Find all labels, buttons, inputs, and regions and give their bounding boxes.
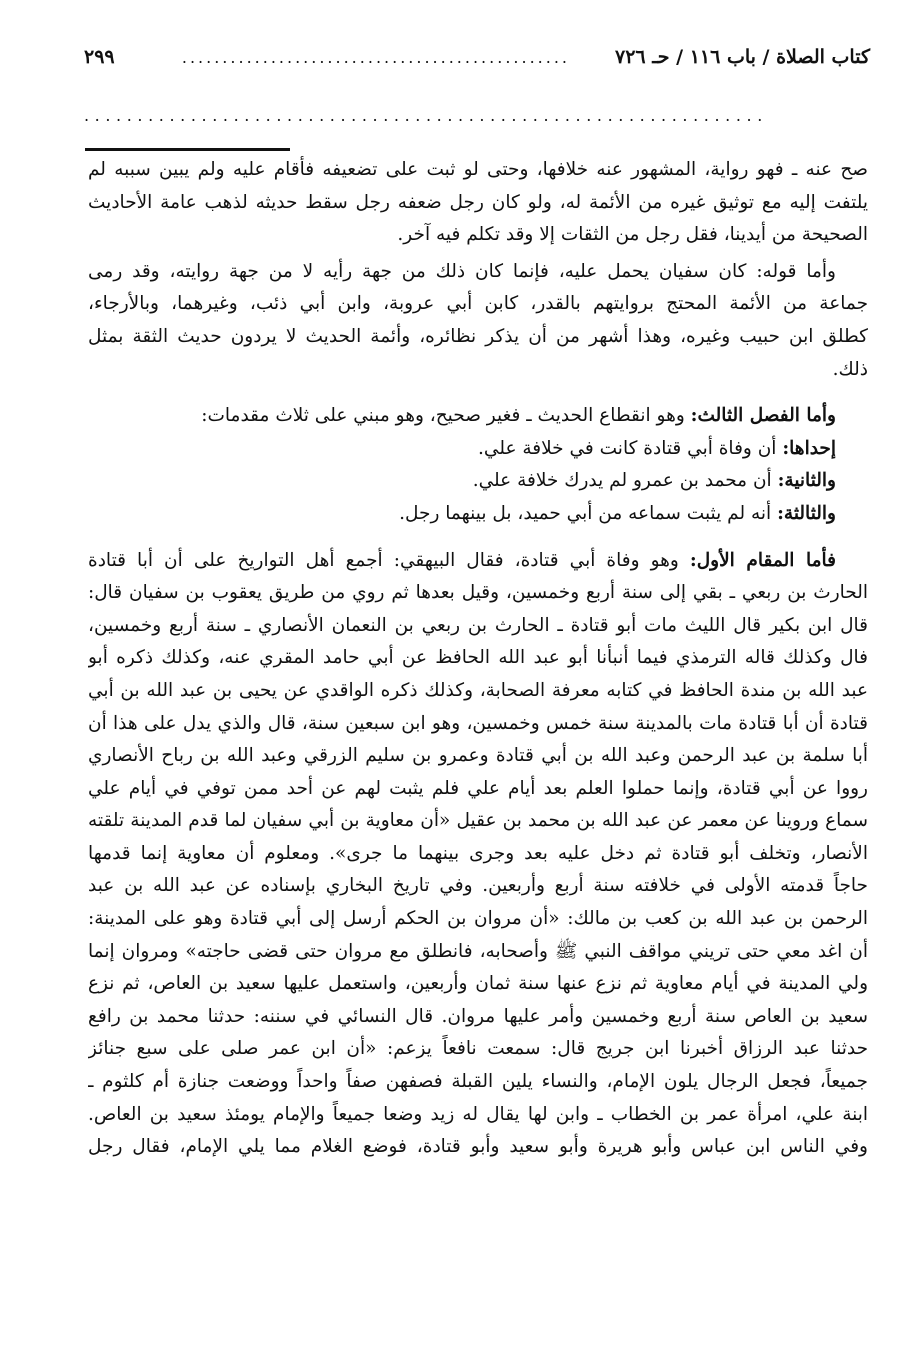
- section-rule: [85, 148, 290, 151]
- text-line: [88, 740, 868, 773]
- line-text: عبد الله بن مندة الحافظ في كتابه معرفة الصحابة، وكذلك ذكره الواقدي عن يحيى بن عبد الله بن أبي: [88, 679, 868, 701]
- text-line: [88, 187, 868, 220]
- body-text: [88, 154, 868, 1168]
- text-line: [88, 1033, 868, 1066]
- text-line: [88, 675, 868, 708]
- leader-dots: ................................................: [181, 48, 570, 67]
- text-line: [88, 354, 868, 387]
- text-line: [88, 642, 868, 675]
- dots-separator: ................................................................: [84, 106, 768, 125]
- text-line: [88, 433, 868, 466]
- text-line: [88, 465, 868, 498]
- text-line: [88, 838, 868, 871]
- text-line: [88, 1099, 868, 1132]
- line-text: أن وفاة أبي قتادة كانت في خلافة علي.: [478, 437, 783, 459]
- line-text: سماع وروينا عن معمر عن عبد الله بن محمد بن عقيل «أن معاوية بن أبي سفيان لما قدم المدينة تلقته: [88, 810, 868, 832]
- line-text: أن محمد بن عمرو لم يدرك خلافة علي.: [472, 470, 778, 492]
- line-text: ابنة علي، امرأة عمر بن الخطاب ـ وابن لها يقال له زيد وضعا جميعاً والإمام يومئذ سعيد بن العاص.: [88, 1103, 868, 1125]
- line-text: وهو وفاة أبي قتادة، فقال البيهقي: أجمع أهل التواريخ على أن أبا قتادة: [88, 549, 690, 571]
- text-line: [88, 708, 868, 741]
- paragraph: [88, 400, 868, 530]
- line-text: كطلق ابن حبيب وغيره، وهذا أشهر من أن يذكر نظائره، وأئمة الحديث لا يردون حديث الثقة بمثل: [88, 325, 868, 347]
- paragraph: [88, 256, 868, 386]
- line-text: يلتفت إليه مع توثيق غيره من الأئمة له، ولو كان رجل ضعفه رجل سقط حديثه لذهب عامة الأحاديث: [88, 191, 868, 213]
- text-line: [88, 610, 868, 643]
- running-title: كتاب الصلاة / باب ١١٦ / حـ ٧٢٦: [614, 46, 870, 68]
- text-line: [88, 1066, 868, 1099]
- paragraph: [88, 545, 868, 1164]
- text-line: [88, 498, 868, 531]
- running-header: [84, 46, 870, 76]
- line-text: جماعة من الأئمة المحتج بروايتهم بالقدر، كابن أبي عروبة، وابن أبي ذئب، وغيرهما، وبالأرجاء،: [88, 293, 868, 315]
- text-line: [88, 577, 868, 610]
- text-line: [88, 903, 868, 936]
- line-text: سعيد بن العاص سنة أربع وخمسين وأمر عليها مروان. قال النسائي في سننه: حدثنا محمد بن رافع: [88, 1005, 868, 1027]
- line-text: أنه لم يثبت سماعه من أبي حميد، بل بينهما رجل.: [399, 502, 778, 524]
- text-line: [88, 870, 868, 903]
- text-line: [88, 256, 868, 289]
- text-line: [88, 288, 868, 321]
- line-text: رووا عن أبي قتادة، وإنما حملوا العلم بعد أيام علي فلم يثبت لهم عن أحد ممن توفي في أيام علي: [88, 777, 868, 799]
- text-line: [88, 936, 868, 969]
- text-line: [88, 773, 868, 806]
- paragraph: [88, 154, 868, 252]
- text-line: [88, 968, 868, 1001]
- line-text: حدثنا عبد الرزاق أخبرنا ابن جريج قال: سمعت نافعاً يزعم: «أن ابن عمر صلى على سبع جنائز: [88, 1038, 868, 1060]
- line-text: الأنصار، وتخلف أبو قتادة ثم دخل عليه بعد وجرى بينهما ما جرى». ومعلوم أن معاوية إنما قدمها: [88, 842, 868, 864]
- line-text: حاجاً قدمته الأولى في خلافته سنة أربع وأربعين. وفي تاريخ البخاري بإسناده عن عبد الله بن عبد: [88, 875, 868, 897]
- line-text: الصحيحة من أيدينا، فقل رجل من الثقات إلا وقد تكلم فيه آخر.: [397, 224, 868, 246]
- bold-heading: والثانية:: [777, 470, 836, 492]
- line-text: وفي الناس ابن عباس وأبو هريرة وأبو سعيد وأبو قتادة، فوضع الغلام مما يلي الإمام، فقال رجل: [88, 1136, 868, 1158]
- text-line: [88, 805, 868, 838]
- text-line: [88, 1131, 868, 1164]
- text-line: [88, 1001, 868, 1034]
- line-text: ولي المدينة في أيام معاوية ثم نزع عنها سنة ثمان وأربعين، واستعمل عليها سعيد بن العاص، ثم نزع: [88, 973, 868, 995]
- text-line: [88, 321, 868, 354]
- line-text: ذلك.: [832, 358, 868, 380]
- line-text: صح عنه ـ فهو رواية، المشهور عنه خلافها، وحتى لو ثبت على تضعيفه فأقام عليه ولم يبين سببه لم: [88, 159, 868, 180]
- line-text: وهو انقطاع الحديث ـ فغير صحيح، وهو مبني على ثلاث مقدمات:: [201, 405, 691, 427]
- line-text: جميعاً، فجعل الرجال يلون الإمام، والنساء يلين القبلة فصفهن صفاً واحداً ووضعت جنازة أم كلثوم ـ: [88, 1071, 868, 1093]
- line-text: قال ابن بكير قال الليث مات أبو قتادة ـ الحارث بن ربعي بن النعمان الأنصاري ـ سنة أربع وخمسين،: [88, 614, 868, 636]
- bold-heading: إحداها:: [782, 437, 836, 459]
- bold-heading: والثالثة:: [777, 502, 836, 524]
- line-text: أن اغد معي حتى تريني مواقف النبي ﷺ وأصحابه، فانطلق مع مروان حتى قضى حاجته» ومروان إنما: [88, 940, 868, 962]
- line-text: فال وكذلك قاله الترمذي فيما أنبأنا أبو عبد الله الحافظ عن أبي حامد المقري عنه، وكذلك ذكره أبو: [88, 647, 868, 669]
- line-text: الحارث بن ربعي ـ بقي إلى سنة أربع وخمسين، وقيل بعدها ثم روي من طريق يعقوب بن سفيان قال:: [88, 582, 868, 604]
- bold-heading: وأما الفصل الثالث:: [690, 405, 836, 427]
- bold-heading: فأما المقام الأول:: [689, 549, 836, 571]
- text-line: [88, 219, 868, 252]
- line-text: الرحمن بن عبد الله بن كعب بن مالك: «أن مروان بن الحكم أرسل إلى أبي قتادة وهو على المدينة:: [88, 908, 868, 930]
- text-line: [88, 400, 868, 433]
- line-text: قتادة أن أبا قتادة مات بالمدينة سنة خمس وخمسين، وهو ابن سبعين سنة، قال والذي يدل على هذا أن: [88, 712, 868, 734]
- text-line: [88, 154, 868, 187]
- line-text: وأما قوله: كان سفيان يحمل عليه، فإنما كان ذلك من جهة رأيه لا من جهة روايته، وقد رمى: [88, 260, 836, 282]
- text-line: [88, 545, 868, 578]
- page-number: ٢٩٩: [84, 46, 115, 68]
- line-text: أبا سلمة بن عبد الرحمن وعبد الله بن أبي قتادة وعمرو بن سليم الزرقي وعبد الله بن رباح الأنصاري: [88, 745, 868, 767]
